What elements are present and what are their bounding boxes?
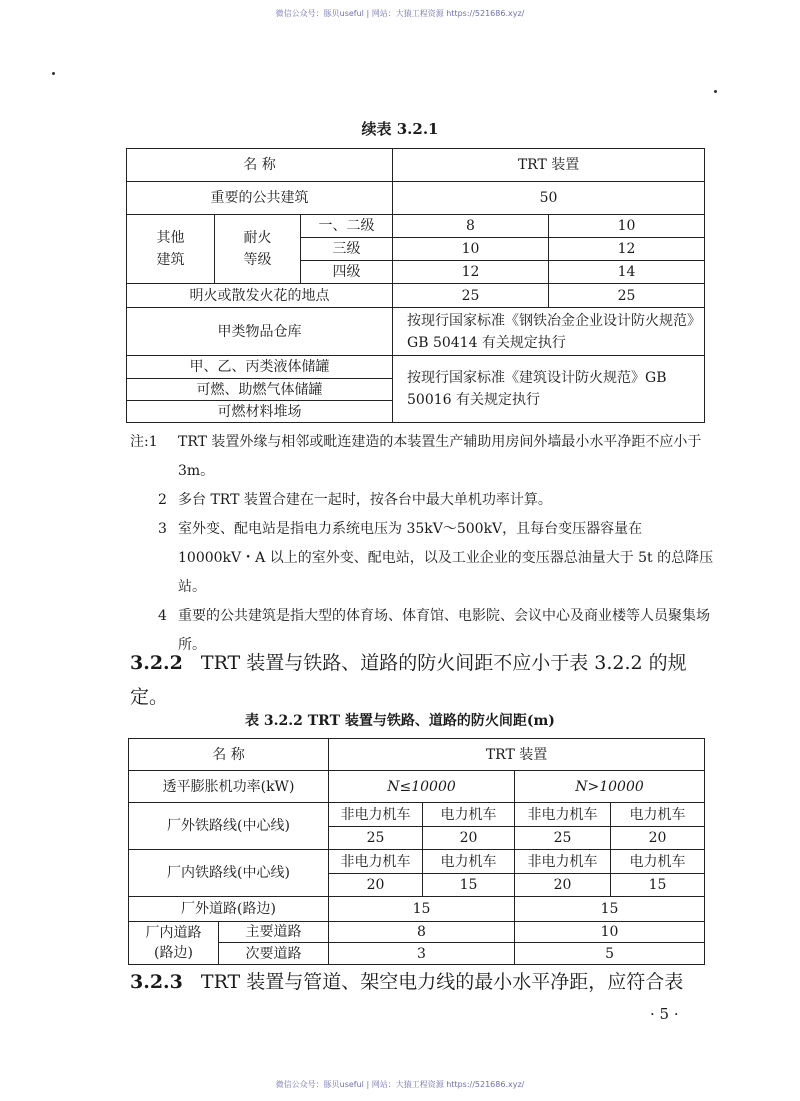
row-label: 透平膨胀机功率(kW) bbox=[129, 771, 329, 803]
row-label: 可燃、助燃气体储罐 bbox=[127, 379, 393, 401]
row-label: 一、二级 bbox=[301, 215, 393, 238]
header-device: TRT 装置 bbox=[329, 739, 705, 771]
subheader: 非电力机车 bbox=[515, 803, 611, 827]
note-number: 2 bbox=[158, 492, 167, 508]
cell-value: N>10000 bbox=[515, 771, 705, 803]
row-label: 厂内铁路线(中心线) bbox=[129, 850, 329, 897]
group-label: 其他 建筑 bbox=[127, 215, 215, 284]
watermark-bottom: 微信公众号：豚贝useful | 网站：大猿工程资源 https://521686.xyz/ bbox=[275, 1080, 525, 1089]
cell-value: 14 bbox=[549, 261, 705, 284]
subheader: 非电力机车 bbox=[329, 803, 423, 827]
cell-value: 3 bbox=[329, 943, 515, 965]
cell-value: 10 bbox=[549, 215, 705, 238]
row-label: 重要的公共建筑 bbox=[127, 182, 393, 215]
cell-value: 25 bbox=[549, 284, 705, 308]
subheader: 非电力机车 bbox=[515, 850, 611, 874]
row-label: 主要道路 bbox=[219, 922, 329, 943]
section-number: 3.2.2 bbox=[130, 652, 183, 674]
cell-value: 15 bbox=[329, 897, 515, 922]
table1-notes bbox=[130, 428, 720, 660]
note-number: 注:1 bbox=[130, 434, 158, 450]
row-label: 次要道路 bbox=[219, 943, 329, 965]
cell-value: 20 bbox=[611, 827, 705, 850]
cell-value: 按现行国家标准《钢铁冶金企业设计防火规范》GB 50414 有关规定执行 bbox=[393, 308, 705, 356]
row-label: 明火或散发火花的地点 bbox=[127, 284, 393, 308]
row-label: 厂外道路(路边) bbox=[129, 897, 329, 922]
cell-value: N≤10000 bbox=[329, 771, 515, 803]
row-label: 可燃材料堆场 bbox=[127, 401, 393, 423]
note-item bbox=[130, 428, 720, 486]
section-3-2-3 bbox=[130, 965, 715, 999]
row-label: 甲类物品仓库 bbox=[127, 308, 393, 356]
section-number: 3.2.3 bbox=[130, 971, 183, 993]
note-text: 多台 TRT 装置合建在一起时，按各台中最大单机功率计算。 bbox=[178, 492, 552, 508]
header-name: 名 称 bbox=[127, 149, 393, 182]
note-item bbox=[130, 486, 720, 515]
subheader: 电力机车 bbox=[423, 803, 515, 827]
row-label: 四级 bbox=[301, 261, 393, 284]
watermark-top: 微信公众号：豚贝useful | 网站：大猿工程资源 https://521686.xyz/ bbox=[275, 9, 525, 18]
cell-value: 10 bbox=[515, 922, 705, 943]
cell-value: 12 bbox=[549, 238, 705, 261]
cell-value: 5 bbox=[515, 943, 705, 965]
note-text: 室外变、配电站是指电力系统电压为 35kV～500kV，且每台变压器容量在 10000kV・A 以上的室外变、配电站，以及工业企业的变压器总油量大于 5t 的总降压站。 bbox=[178, 521, 714, 595]
subheader: 电力机车 bbox=[423, 850, 515, 874]
row-label: 三级 bbox=[301, 238, 393, 261]
table1 bbox=[126, 148, 705, 423]
cell-value: 50 bbox=[393, 182, 705, 215]
group-label: 厂内道路 (路边) bbox=[129, 922, 219, 965]
section-text: TRT 装置与管道、架空电力线的最小水平净距，应符合表 bbox=[200, 971, 684, 993]
row-label: 厂外铁路线(中心线) bbox=[129, 803, 329, 850]
subheader: 电力机车 bbox=[611, 803, 705, 827]
cell-value: 15 bbox=[611, 874, 705, 897]
section-text: TRT 装置与铁路、道路的防火间距不应小于表 3.2.2 的规定。 bbox=[130, 652, 687, 708]
page-number: · 5 · bbox=[650, 1005, 679, 1023]
group-label: 耐火 等级 bbox=[215, 215, 301, 284]
header-device: TRT 装置 bbox=[393, 149, 705, 182]
scan-mark bbox=[714, 90, 717, 93]
cell-value: 20 bbox=[423, 827, 515, 850]
cell-value: 8 bbox=[329, 922, 515, 943]
cell-value: 12 bbox=[393, 261, 549, 284]
note-text: TRT 装置外缘与相邻或毗连建造的本装置生产辅助用房间外墙最小水平净距不应小于 3m。 bbox=[178, 434, 702, 479]
subheader: 电力机车 bbox=[611, 850, 705, 874]
note-item bbox=[130, 515, 720, 602]
cell-value: 15 bbox=[423, 874, 515, 897]
header-name: 名 称 bbox=[129, 739, 329, 771]
cell-value: 20 bbox=[329, 874, 423, 897]
cell-value: 15 bbox=[515, 897, 705, 922]
note-text: 重要的公共建筑是指大型的体育场、体育馆、电影院、会议中心及商业楼等人员聚集场所。 bbox=[178, 608, 710, 653]
subheader: 非电力机车 bbox=[329, 850, 423, 874]
note-number: 4 bbox=[158, 608, 167, 624]
cell-value: 8 bbox=[393, 215, 549, 238]
table2-caption: 表 3.2.2 TRT 装置与铁路、道路的防火间距(m) bbox=[245, 713, 555, 729]
row-label: 甲、乙、丙类液体储罐 bbox=[127, 356, 393, 379]
note-number: 3 bbox=[158, 521, 167, 537]
cell-value: 20 bbox=[515, 874, 611, 897]
cell-value: 10 bbox=[393, 238, 549, 261]
scan-mark bbox=[52, 72, 55, 75]
cell-value: 25 bbox=[515, 827, 611, 850]
table1-caption: 续表 3.2.1 bbox=[361, 120, 439, 138]
table2 bbox=[128, 738, 705, 965]
cell-value: 25 bbox=[329, 827, 423, 850]
section-3-2-2 bbox=[130, 646, 715, 714]
cell-value: 25 bbox=[393, 284, 549, 308]
cell-value: 按现行国家标准《建筑设计防火规范》GB 50016 有关规定执行 bbox=[393, 356, 705, 423]
